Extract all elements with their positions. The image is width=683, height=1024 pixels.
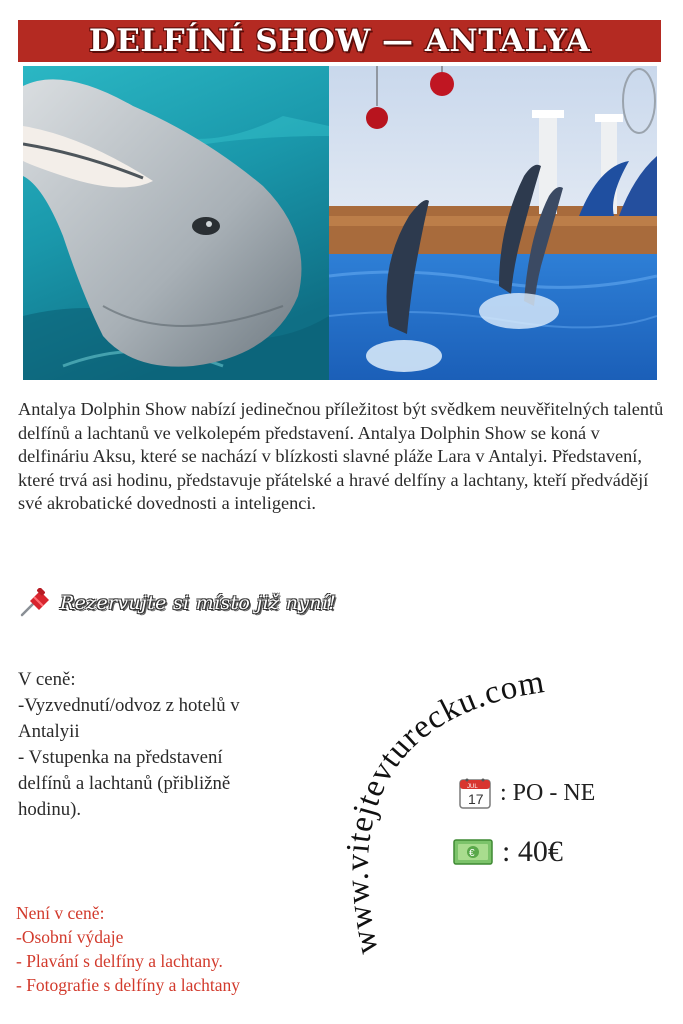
photo-strip — [23, 66, 657, 380]
excluded-heading: Není v ceně: — [16, 903, 105, 923]
dolphins-jumping-photo — [329, 66, 657, 380]
price-row — [452, 835, 563, 869]
calendar-icon — [458, 776, 492, 810]
included-item: delfínů a lachtanů (přibližně — [18, 773, 231, 794]
schedule-text: : PO - NE — [500, 779, 596, 806]
svg-text:€: € — [469, 848, 475, 859]
schedule-row — [458, 776, 595, 810]
pushpin-icon — [18, 588, 52, 618]
page-title: DELFÍNÍ SHOW — ANTALYA — [88, 23, 591, 59]
excluded-item: - Plavání s delfíny a lachtany. — [16, 951, 223, 971]
included-heading: V ceně: — [18, 669, 76, 690]
svg-text:JUL: JUL — [467, 784, 478, 790]
website-link[interactable]: www.vitejtevturecku.com — [339, 663, 548, 958]
included-item: Antalyii — [18, 721, 80, 742]
money-icon — [452, 836, 494, 868]
excluded-item: -Osobní výdaje — [16, 927, 124, 947]
excluded-section — [16, 901, 336, 997]
included-item: hodinu). — [18, 799, 82, 820]
title-banner — [18, 20, 661, 62]
svg-text:17: 17 — [468, 791, 484, 807]
included-item: - Vstupenka na představení — [18, 747, 223, 768]
included-section — [18, 667, 348, 823]
included-item: -Vyzvednutí/odvoz z hotelů v — [18, 695, 240, 716]
reserve-label: Rezervujte si místo již nyní! — [60, 592, 337, 614]
intro-paragraph: Antalya Dolphin Show nabízí jedinečnou příležitost být svědkem neuvěřitelných talentů delfínů a lachtanů ve velkolepém představení. Antalya Dolphin Show se koná v delfináriu Aksu, které se nachází v blízkosti slavné pláže Lara v Antalyi. Představení, které trvá asi hodinu, představuje přátelské a hravé delfíny a lachtany, kteří předvádějí své akrobatické dovednosti a inteligenci. — [18, 399, 664, 514]
reserve-callout — [18, 588, 336, 618]
excluded-item: - Fotografie s delfíny a lachtany — [16, 975, 241, 995]
dolphin-closeup-photo — [23, 66, 329, 380]
price-text: : 40€ — [502, 835, 563, 868]
